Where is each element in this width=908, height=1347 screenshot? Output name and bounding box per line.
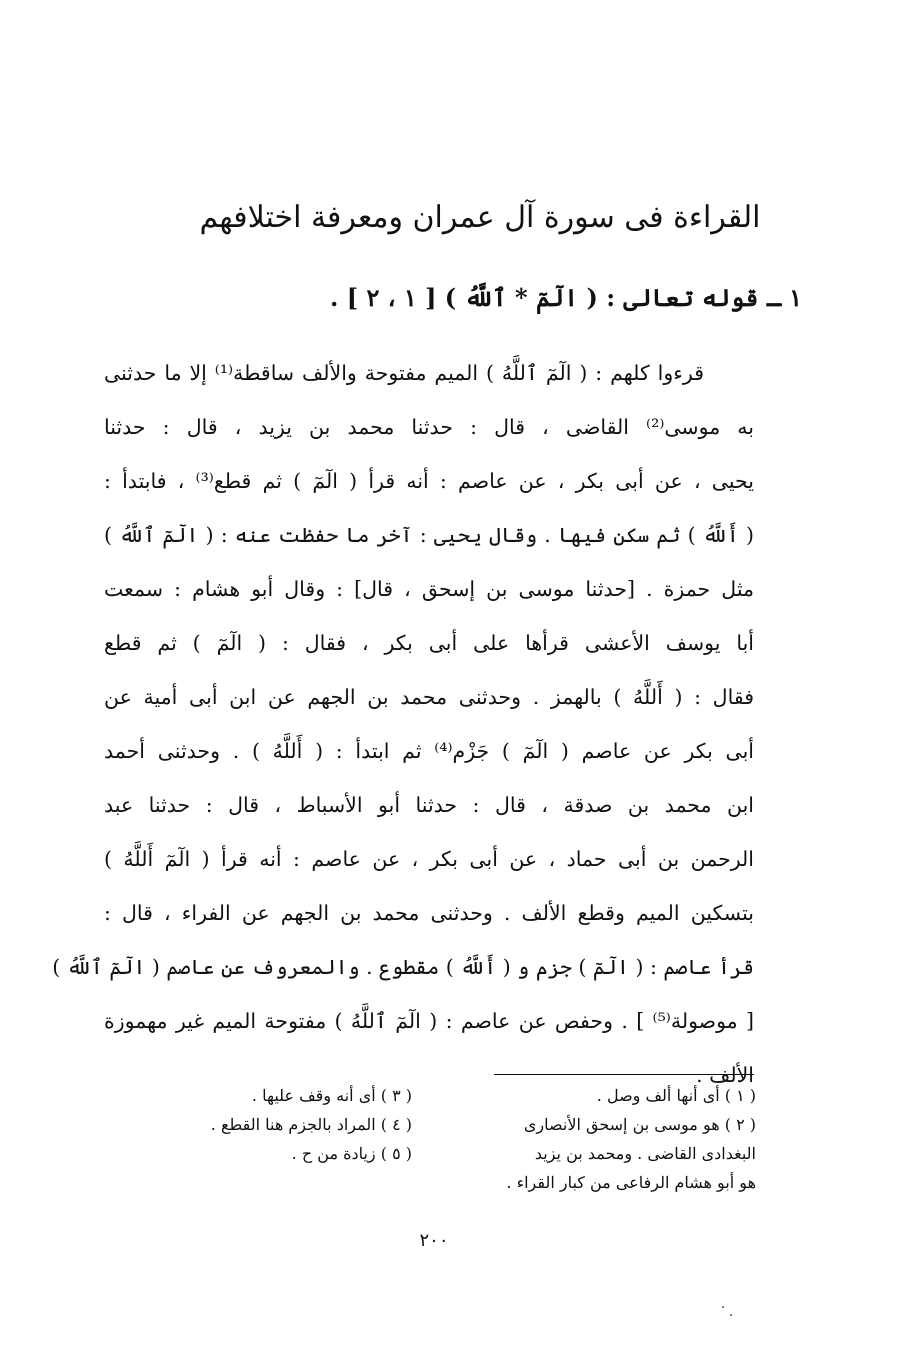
body-line: الألف . <box>696 1063 754 1087</box>
body-line: يحيى ، عن أبى بكر ، عن عاصم : أنه قرأ ( الٓمٓ ) ثم قطع⁽³⁾ ، فابتدأ : <box>104 469 754 493</box>
body-line: مثل حمزة . [حدثنا موسى بن إسحق ، قال] : وقال أبو هشام : سمعت <box>104 577 754 601</box>
body-line: [ موصولة⁽⁵⁾ ] . وحفص عن عاصم : ( الٓمٓ ٱللَّهُ ) مفتوحة الميم غير مهموزة <box>104 1009 754 1033</box>
body-line: بتسكين الميم وقطع الألف . وحدثنى محمد بن الجهم عن الفراء ، قال : <box>104 901 754 925</box>
footnote-line: ( ١ ) أى أنها ألف وصل . <box>596 1086 756 1105</box>
body-line: أبى بكر عن عاصم ( الٓمٓ ) جَزْم⁽⁴⁾ ثم ابتدأ : ( أَللَّهُ ) . وحدثنى أحمد <box>104 739 754 763</box>
body-line: الرحمن بن أبى حماد ، عن أبى بكر ، عن عاصم : أنه قرأ ( الٓمٓ أَللَّهُ ) <box>104 847 754 871</box>
body-line: قرأ عاصم : ( الٓمٓ ) جزم و ( أَللَّهُ ) مقطوع . والمعروف عن عاصم ( الٓمٓ ٱللَّهُ ) <box>52 955 754 979</box>
footnote-line: ( ٢ ) هو موسى بن إسحق الأنصارى <box>523 1115 756 1134</box>
footnotes-left-column <box>150 1081 412 1168</box>
footnote-line: البغدادى القاضى . ومحمد بن يزيد <box>534 1144 756 1163</box>
body-line: ( أَللَّهُ ) ثم سكن فيها . وقال يحيى : آخر ما حفظت عنه : ( الٓمٓ ٱللَّهُ ) <box>104 523 754 547</box>
chapter-title: القراءة فى سورة آل عمران ومعرفة اختلافهم <box>199 200 761 235</box>
speck <box>722 1306 724 1308</box>
footnote-line: ( ٥ ) زيادة من ح . <box>291 1144 412 1163</box>
paper-specks <box>720 1300 740 1320</box>
speck <box>730 1314 732 1316</box>
page-number: ٢٠٠ <box>419 1230 449 1251</box>
body-line: به موسى⁽²⁾ القاضى ، قال : حدثنا محمد بن يزيد ، قال : حدثنا <box>104 415 754 439</box>
footnote-separator <box>494 1074 754 1075</box>
verse-heading: ١ ـ قوله تعالى : ( الٓمٓ * ٱللَّهُ ) [ ١ ، ٢ ] . <box>330 283 802 312</box>
body-line: ابن محمد بن صدقة ، قال : حدثنا أبو الأسباط ، قال : حدثنا عبد <box>104 793 754 817</box>
body-line: قرءوا كلهم : ( الٓمٓ ٱللَّهُ ) الميم مفتوحة والألف ساقطة⁽¹⁾ إلا ما حدثنى <box>104 361 704 385</box>
footnote-line: ( ٣ ) أى أنه وقف عليها . <box>251 1086 412 1105</box>
body-text <box>52 346 754 1102</box>
footnotes-right-column <box>434 1081 756 1197</box>
footnote-line: هو أبو هشام الرفاعى من كبار القراء . <box>506 1173 756 1192</box>
footnote-line: ( ٤ ) المراد بالجزم هنا القطع . <box>210 1115 412 1134</box>
body-line: فقال : ( أَللَّهُ ) بالهمز . وحدثنى محمد بن الجهم عن ابن أبى أمية عن <box>104 685 754 709</box>
body-line: أبا يوسف الأعشى قرأها على أبى بكر ، فقال : ( الٓمٓ ) ثم قطع <box>104 631 754 655</box>
